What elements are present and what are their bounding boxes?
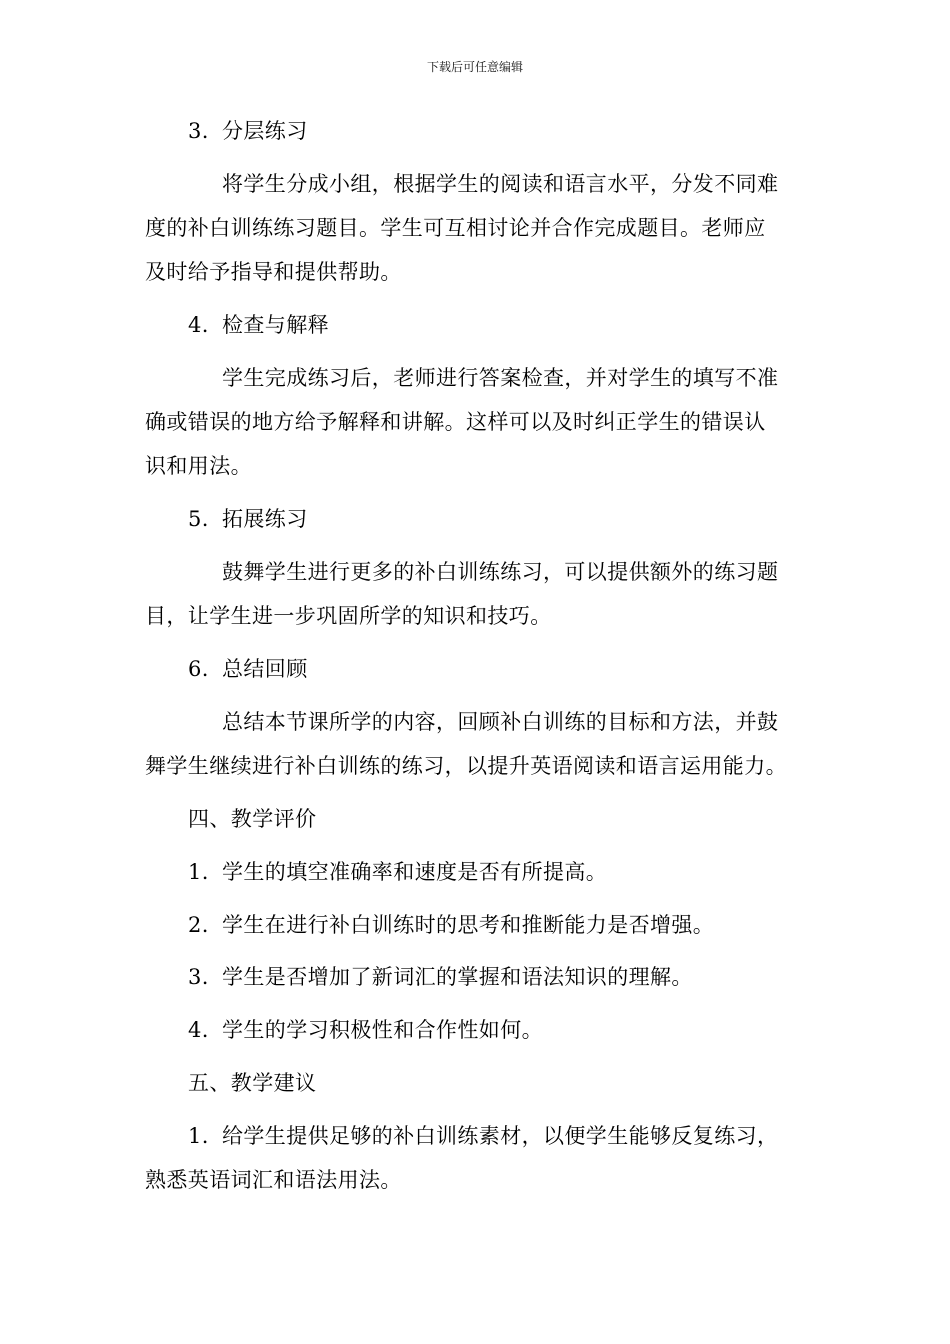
item-text: 学生的填空准确率和速度是否有所提高。 (222, 860, 608, 884)
section-title: 拓展练习 (222, 507, 308, 531)
section-heading (188, 116, 308, 146)
item-number: 3. (188, 965, 209, 989)
item-number: 4. (188, 1018, 209, 1042)
section-number: 3. (188, 119, 209, 143)
paragraph-line: 及时给予指导和提供帮助。 (145, 260, 402, 284)
section-heading (188, 504, 308, 534)
item-number: 1. (188, 1124, 209, 1148)
paragraph-line: 确或错误的地方给予解释和讲解。这样可以及时纠正学生的错误认 (145, 410, 766, 434)
list-item (188, 1015, 543, 1045)
section-title: 总结回顾 (222, 657, 308, 681)
section-number: 6. (188, 657, 209, 681)
item-text: 学生的学习积极性和合作性如何。 (222, 1018, 543, 1042)
list-item (188, 1121, 778, 1151)
item-text: 给学生提供足够的补白训练素材，以便学生能够反复练习， (222, 1124, 779, 1148)
paragraph-line: 舞学生继续进行补白训练的练习，以提升英语阅读和语言运用能力。 (145, 754, 787, 778)
paragraph-line: 识和用法。 (145, 454, 252, 478)
paragraph-line: 度的补白训练练习题目。学生可互相讨论并合作完成题目。老师应 (145, 216, 766, 240)
paragraph-line: 学生完成练习后，老师进行答案检查，并对学生的填写不准 (222, 366, 779, 390)
section-heading (188, 310, 329, 340)
page-header: 下载后可任意编辑 (426, 60, 523, 74)
item-text: 学生是否增加了新词汇的掌握和语法知识的理解。 (222, 965, 693, 989)
section-heading (188, 654, 308, 684)
list-item (188, 962, 693, 992)
paragraph-line: 将学生分成小组，根据学生的阅读和语言水平，分发不同难 (222, 172, 779, 196)
paragraph-line: 熟悉英语词汇和语法用法。 (145, 1168, 402, 1192)
item-text: 学生在进行补白训练时的思考和推断能力是否增强。 (222, 913, 715, 937)
paragraph-line: 鼓舞学生进行更多的补白训练练习，可以提供额外的练习题 (222, 560, 779, 584)
list-item (188, 910, 714, 940)
paragraph-line: 目，让学生进一步巩固所学的知识和技巧。 (145, 604, 552, 628)
list-item (188, 857, 607, 887)
section-title: 分层练习 (222, 119, 308, 143)
item-number: 1. (188, 860, 209, 884)
section-title: 检查与解释 (222, 313, 329, 337)
paragraph-line: 总结本节课所学的内容，回顾补白训练的目标和方法，并鼓 (222, 710, 779, 734)
section-title: 五、教学建议 (188, 1071, 317, 1095)
section-number: 4. (188, 313, 209, 337)
item-number: 2. (188, 913, 209, 937)
section-title: 四、教学评价 (188, 807, 317, 831)
section-number: 5. (188, 507, 209, 531)
